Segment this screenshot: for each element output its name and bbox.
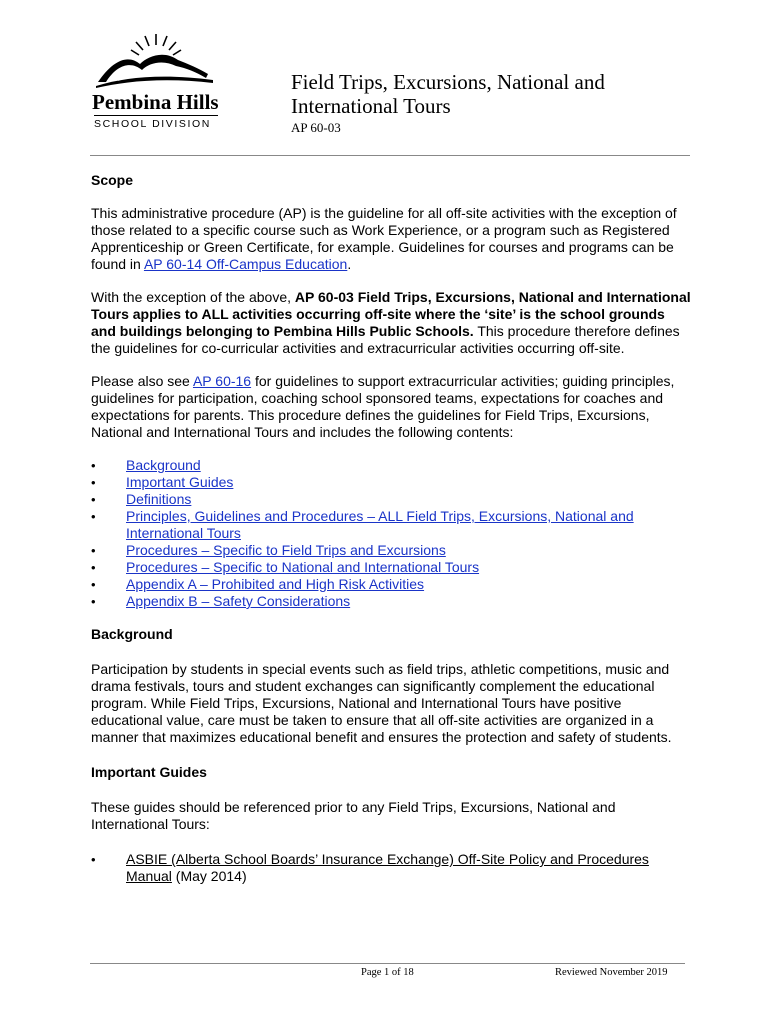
- hills-sun-emblem-icon: [88, 30, 223, 92]
- document-body: [91, 172, 691, 885]
- scope-p2-bold: AP 60-03 Field Trips, Excursions, National and International Tours applies to ALL activities occurring off-site where the ‘site’ is the school grounds and buildings belonging to Pembina Hills Public Schools.: [91, 289, 691, 339]
- scope-p2-start: With the exception of the above,: [91, 289, 295, 305]
- scope-p1-text: This administrative procedure (AP) is the guideline for all off-site activities with the exception of those related to a specific course such as Work Experience, or a program such as Registered Apprenticeship or Green Certificate, for example. Guidelines for courses and programs can be found in: [91, 205, 677, 272]
- important-guides-heading: Important Guides: [91, 764, 207, 780]
- scope-p1-end: .: [347, 256, 352, 272]
- bullet-icon: •: [91, 492, 96, 507]
- document-code: AP 60-03: [291, 120, 341, 135]
- list-item: [91, 508, 691, 542]
- toc-link-important-guides[interactable]: Important Guides: [126, 474, 234, 490]
- asbie-manual-link[interactable]: ASBIE (Alberta School Boards’ Insurance Exchange) Off-Site Policy and Procedures Manual: [126, 851, 649, 884]
- bullet-icon: •: [91, 509, 96, 524]
- bullet-icon: •: [91, 543, 96, 558]
- contents-list: [91, 457, 691, 610]
- important-guides-paragraph: These guides should be referenced prior to any Field Trips, Excursions, National and International Tours:: [91, 799, 616, 832]
- toc-link-field-trips-procedures[interactable]: Procedures – Specific to Field Trips and Excursions: [126, 542, 446, 558]
- ap-60-14-link[interactable]: AP 60-14 Off-Campus Education: [143, 256, 348, 272]
- scope-p2-end: This procedure therefore defines the guidelines for co-curricular activities and extracurricular activities occurring off-site.: [91, 323, 680, 356]
- list-item: [91, 457, 691, 474]
- bullet-icon: •: [91, 560, 96, 575]
- asbie-manual-date: (May 2014): [171, 868, 247, 884]
- list-item: [91, 542, 691, 559]
- page-number: Page 1 of 18: [361, 967, 414, 978]
- list-item: [91, 474, 691, 491]
- list-item: [91, 491, 691, 508]
- toc-link-tours-procedures[interactable]: Procedures – Specific to National and International Tours: [126, 559, 480, 575]
- toc-link-appendix-b[interactable]: Appendix B – Safety Considerations: [126, 593, 351, 609]
- toc-link-definitions[interactable]: Definitions: [126, 491, 192, 507]
- scope-paragraph-2: [91, 289, 691, 357]
- background-paragraph: Participation by students in special events such as field trips, athletic competitions, music and drama festivals, tours and student exchanges can significantly complement the educational program. While Field Trips, Excursions, National and International Tours have positive educational value, care must be taken to ensure that all off-site activities are organized in a manner that maximizes educational benefit and ensures the protection and safety of students.: [91, 661, 672, 745]
- guides-list: [91, 851, 691, 885]
- bullet-icon: •: [91, 458, 96, 473]
- header-divider: [90, 155, 690, 156]
- bullet-icon: •: [91, 577, 96, 592]
- scope-heading: Scope: [91, 172, 134, 188]
- list-item: [91, 593, 691, 610]
- scope-p3-start: Please also see: [91, 373, 193, 389]
- bullet-icon: •: [91, 594, 96, 609]
- scope-p3-end: for guidelines to support extracurricular activities; guiding principles, guidelines for participation, coaching school sponsored teams, expectations for coaches and expectations for parents. This procedure defines the guidelines for Field Trips, Excursions, National and International Tours and includes the following contents:: [91, 373, 675, 440]
- logo-subtitle: SCHOOL DIVISION: [94, 115, 218, 130]
- bullet-icon: •: [91, 852, 96, 867]
- pembina-hills-logo: [88, 30, 223, 130]
- reviewed-date: Reviewed November 2019: [555, 967, 668, 978]
- toc-link-appendix-a[interactable]: Appendix A – Prohibited and High Risk Activities: [126, 576, 425, 592]
- toc-link-principles[interactable]: Principles, Guidelines and Procedures – ALL Field Trips, Excursions, National and International Tours: [126, 508, 634, 541]
- footer-divider: [90, 963, 685, 964]
- bullet-icon: •: [91, 475, 96, 490]
- toc-link-background[interactable]: Background: [126, 457, 201, 473]
- list-item: [91, 851, 691, 885]
- scope-paragraph-3: [91, 373, 691, 441]
- list-item: [91, 559, 691, 576]
- background-heading: Background: [91, 626, 173, 642]
- logo-name: Pembina Hills: [92, 90, 219, 114]
- document-title: Field Trips, Excursions, National and International Tours: [291, 70, 605, 118]
- scope-paragraph-1: [91, 205, 691, 273]
- ap-60-16-link[interactable]: AP 60-16: [192, 373, 252, 389]
- list-item: [91, 576, 691, 593]
